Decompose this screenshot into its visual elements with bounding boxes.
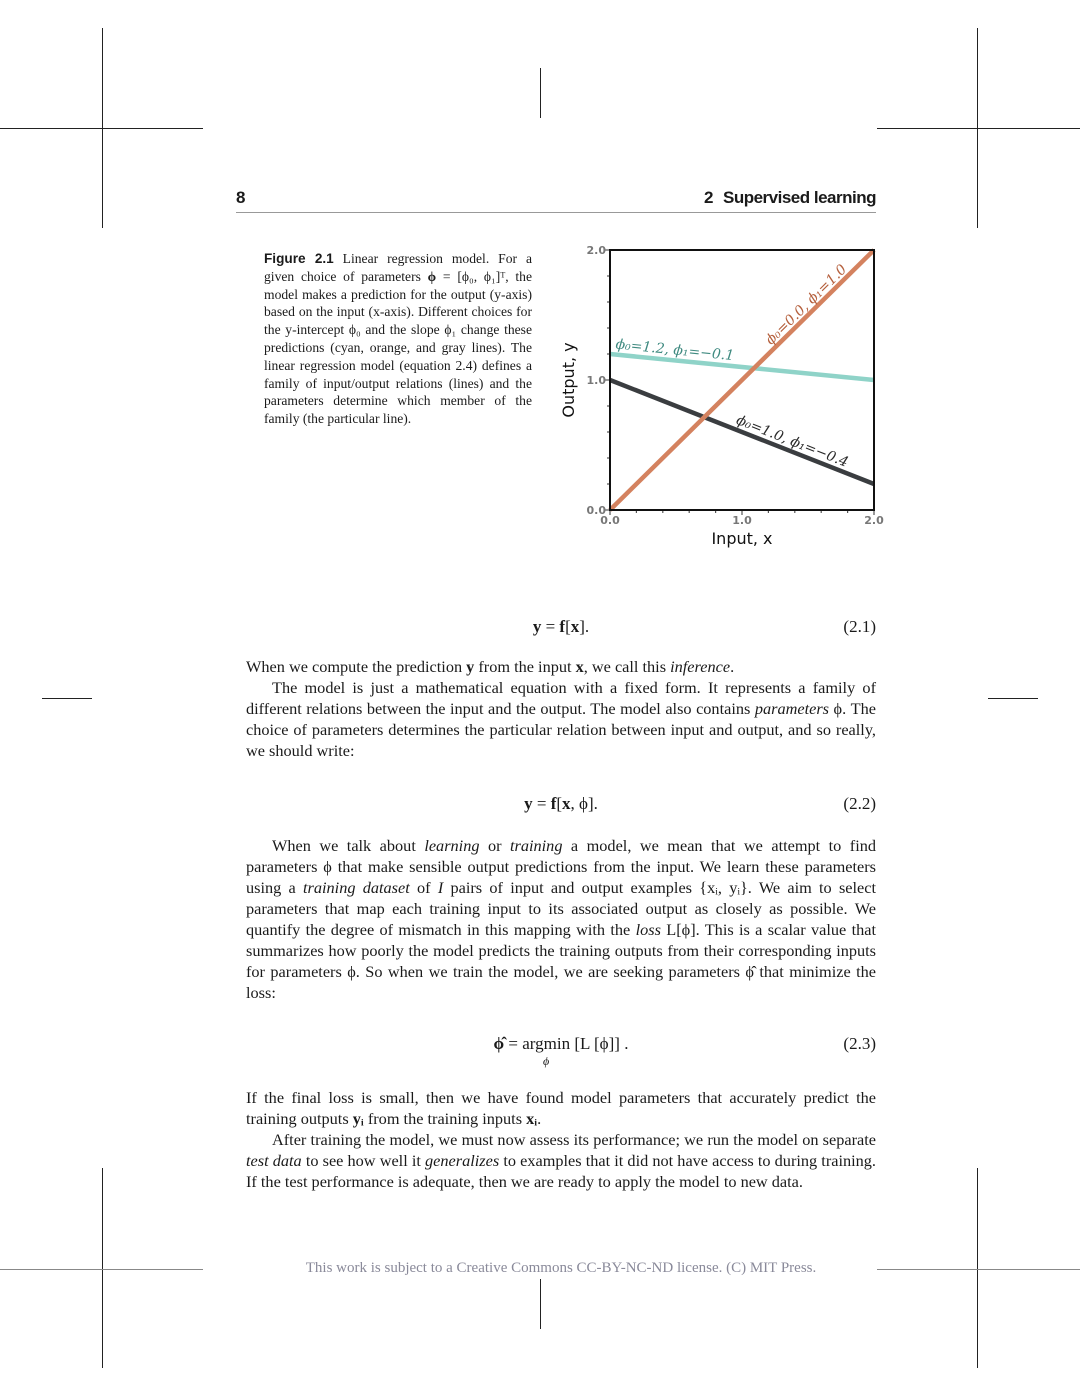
text: a model, we mean that we attempt to find parameters ϕ that make sensible output predictions from the input. We learn these parameters using a (246, 836, 877, 897)
eq-bracket: [ (565, 617, 571, 636)
crop-mark (977, 1168, 978, 1368)
text: from the training inputs (363, 1109, 527, 1128)
crop-mark (42, 698, 92, 699)
eq-phi-hat: ϕ̂ (493, 1034, 505, 1053)
eq-var-y: y (524, 794, 533, 813)
equation-body (246, 617, 876, 637)
math-xi: xᵢ (526, 1109, 538, 1128)
math-yi: yᵢ (352, 1109, 364, 1128)
emphasis: training (509, 836, 563, 855)
chapter-title (704, 188, 876, 208)
text: When we compute the prediction (246, 657, 467, 676)
emphasis: I (437, 878, 444, 897)
chapter-name: Supervised learning (723, 188, 876, 207)
equation-number: (2.3) (843, 1034, 876, 1053)
caption-text-1: Linear regression model. For a given choice of parameters (264, 251, 532, 284)
x-axis-label: Input, x (711, 529, 773, 548)
crop-mark (877, 128, 1080, 129)
eq-func-f: f (550, 794, 557, 813)
text: ϕ. The choice of parameters determines the particular relation between input and output, and so really, we should write: (246, 699, 876, 760)
eq-argmin-sub: ϕ (543, 1054, 550, 1068)
text: L[ϕ]. This is a scalar value that summarizes how poorly the model predicts the training outputs from their corresponding inputs for parameters ϕ. So when we train the model, we are seeking parameters ϕ̂ that minimize the loss: (246, 920, 876, 1002)
eq-var-x: x (570, 617, 580, 636)
page-number: 8 (236, 188, 245, 207)
running-header (236, 188, 876, 213)
equation-number: (2.1) (843, 617, 876, 636)
math-x: x (575, 657, 584, 676)
series-line (610, 354, 874, 380)
eq-var-x: x (562, 794, 571, 813)
emphasis: test data (246, 1151, 302, 1170)
text: When we talk about (272, 836, 425, 855)
text: , we call this (583, 657, 671, 676)
paragraph (246, 835, 876, 1003)
y-axis-label: Output, y (559, 342, 578, 418)
figure-label: Figure 2.1 (264, 251, 334, 266)
eq-var-y: y (532, 617, 542, 636)
crop-mark (877, 1269, 1080, 1270)
emphasis: generalizes (425, 1151, 500, 1170)
series-label: ϕ₀=1.2, ϕ₁=−0.1 (614, 336, 735, 365)
crop-mark (0, 1269, 203, 1270)
x-tick-label: 1.0 (732, 514, 752, 527)
eq-argmin (522, 1034, 571, 1068)
text: to examples that it did not have access to during training. If the test performance is adequate, then we are ready to apply the model to new data. (246, 1151, 877, 1191)
text: to see how well it (301, 1151, 426, 1170)
text: or (479, 836, 510, 855)
caption-phi: ϕ (427, 268, 437, 284)
linear-regression-chart (556, 236, 892, 556)
eq-equals: = (532, 794, 551, 813)
crop-mark (102, 1168, 103, 1368)
equation-body (246, 794, 876, 814)
emphasis: parameters (754, 699, 830, 718)
eq-close: ]. (579, 617, 590, 636)
crop-mark (988, 698, 1038, 699)
x-tick-label: 0.0 (600, 514, 620, 527)
text: The model is just a mathematical equation with a fixed form. It represents a family of different relations between the input and the output. The model also contains (246, 678, 876, 718)
series-label: ϕ₀=1.0, ϕ₁=−0.4 (733, 412, 851, 471)
math-y: y (466, 657, 475, 676)
text: If the final loss is small, then we have found model parameters that accurately predict the training outputs (246, 1088, 876, 1128)
emphasis: learning (424, 836, 480, 855)
eq-bracket: [ (556, 794, 563, 813)
series-label: ϕ₀=0.0, ϕ₁=1.0 (762, 261, 851, 349)
equation-body (246, 1034, 876, 1068)
eq-equals: = (541, 617, 560, 636)
crop-mark (540, 1279, 541, 1329)
paragraph (246, 656, 876, 677)
chapter-number: 2 (704, 188, 713, 207)
crop-mark (540, 68, 541, 118)
paragraph (246, 677, 876, 761)
figure-caption (264, 250, 532, 428)
emphasis: loss (635, 920, 661, 939)
text: from the input (474, 657, 576, 676)
caption-text-2: = [ϕ₀, ϕ₁]ᵀ, the model makes a prediction for the output (y-axis) based on the input (x-axis). Different choices for the y-intercept ϕ₀ and the slope ϕ₁ change these predictions (cyan, orange, and gray lines). The linear regression model (equation 2.4) defines a family of input/output relations (lines) and the parameters determine which member of the family (the particular line). (264, 268, 533, 427)
x-tick-label: 2.0 (864, 514, 884, 527)
y-tick-label: 2.0 (586, 244, 606, 257)
eq-close: , ϕ]. (570, 794, 598, 813)
text: of (409, 878, 438, 897)
emphasis: training dataset (303, 878, 410, 897)
y-tick-label: 0.0 (586, 504, 606, 517)
y-tick-label: 1.0 (586, 374, 606, 387)
body-text-1 (246, 656, 876, 761)
eq-equals: = (504, 1034, 523, 1053)
body-text-3 (246, 1087, 876, 1192)
paragraph (246, 1087, 876, 1129)
text: . (730, 657, 735, 676)
eq-rhs: [L [ϕ]] . (570, 1034, 629, 1053)
text: . (537, 1109, 542, 1128)
emphasis: inference (670, 657, 731, 676)
eq-func-f: f (559, 617, 566, 636)
text: After training the model, we must now assess its performance; we run the model on separate (272, 1130, 876, 1149)
crop-mark (0, 128, 203, 129)
series-line (610, 250, 874, 510)
paragraph (246, 1129, 876, 1192)
eq-argmin-op: argmin (522, 1034, 571, 1053)
license-footer: This work is subject to a Creative Commons CC-BY-NC-ND license. (C) MIT Press. (305, 1260, 817, 1276)
body-text-2 (246, 835, 876, 1003)
equation-number: (2.2) (843, 794, 876, 813)
text: pairs of input and output examples {xᵢ, yᵢ}. We aim to select parameters that map each training input to its associated output as closely as possible. We quantify the degree of mismatch in this mapping with the (246, 878, 877, 939)
